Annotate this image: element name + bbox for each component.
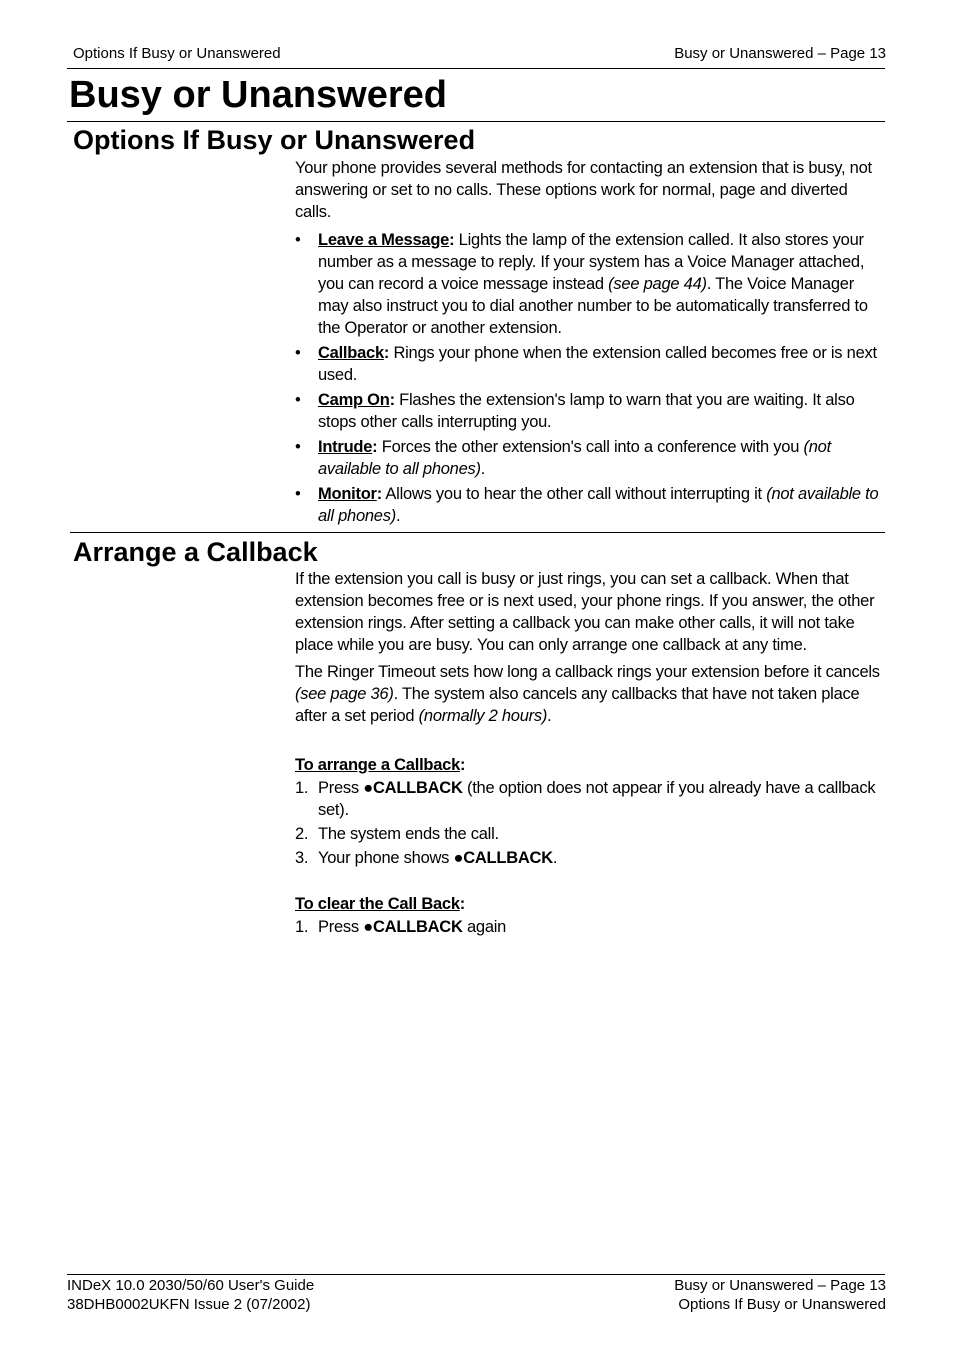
title-rule bbox=[67, 121, 885, 122]
running-header-left: Options If Busy or Unanswered bbox=[73, 45, 281, 62]
list-item bbox=[295, 342, 886, 386]
bullet-text: Rings your phone when the extension called becomes free or is next used. bbox=[318, 344, 877, 384]
list-item bbox=[295, 823, 886, 845]
bullet-note: (not available to all phones) bbox=[318, 485, 879, 525]
step-text: The system ends the call. bbox=[318, 825, 499, 843]
bullet-colon: : bbox=[383, 344, 390, 362]
options-intro: Your phone provides several methods for contacting an extension that is busy, not answering or set to no calls. These options work for normal, page and diverted calls. bbox=[295, 159, 872, 221]
callback-key: ●CALLBACK bbox=[363, 779, 463, 797]
bullet-text-cont: . The Voice Manager may also instruct you to dial another number to be automatically transferred to the Operator or another extension. bbox=[318, 275, 868, 337]
step-text: again bbox=[462, 918, 507, 936]
footer-left bbox=[67, 1276, 314, 1314]
bullet-term: Callback bbox=[318, 344, 384, 362]
page-ref: (see page 36) bbox=[295, 685, 394, 703]
step-number: 2. bbox=[295, 825, 309, 843]
header-rule bbox=[67, 68, 885, 69]
bullet-colon: : bbox=[449, 231, 455, 249]
bullet-colon: : bbox=[389, 391, 395, 409]
bullet-icon: • bbox=[295, 231, 301, 249]
bullet-icon: • bbox=[295, 485, 301, 503]
bullet-ref: (see page 44) bbox=[608, 275, 707, 293]
bullet-term: Intrude bbox=[318, 438, 373, 456]
footer-right bbox=[674, 1276, 886, 1314]
step-number: 3. bbox=[295, 849, 309, 867]
arrange-heading bbox=[295, 754, 895, 776]
footer-page-number: Busy or Unanswered – Page 13 bbox=[674, 1277, 886, 1294]
section-callback-body bbox=[295, 568, 895, 938]
bullet-term: Leave a Message bbox=[318, 231, 450, 249]
arrange-heading-text: To arrange a Callback bbox=[295, 756, 461, 774]
clear-heading bbox=[295, 893, 895, 915]
step-number: 1. bbox=[295, 779, 309, 797]
footer-section: Options If Busy or Unanswered bbox=[678, 1296, 886, 1313]
list-item bbox=[295, 483, 886, 527]
clear-heading-text: To clear the Call Back bbox=[295, 895, 460, 913]
heading-colon: : bbox=[459, 895, 466, 913]
bullet-term: Monitor bbox=[318, 485, 377, 503]
step-text: Your phone shows bbox=[318, 849, 454, 867]
running-header-right: Busy or Unanswered – Page 13 bbox=[674, 45, 886, 62]
bullet-colon: : bbox=[376, 485, 382, 503]
bullet-text: Flashes the extension's lamp to warn that you are waiting. It also stops other calls interrupting you. bbox=[318, 391, 855, 431]
bullet-text: Forces the other extension's call into a conference with you bbox=[377, 438, 804, 456]
bullet-note: (not available to all phones) bbox=[318, 438, 831, 478]
step-text: Press bbox=[318, 918, 364, 936]
bullet-colon: : bbox=[372, 438, 378, 456]
bullet-icon: • bbox=[295, 438, 301, 456]
list-item bbox=[295, 389, 886, 433]
heading-colon: : bbox=[460, 756, 466, 774]
callback-para-1: If the extension you call is busy or just rings, you can set a callback. When that extension becomes free or is next used, your phone rings. If you answer, the other extension rings. After setting a callback you can make other calls, it will not take place while you are busy. You can only arrange one callback at any time. bbox=[295, 570, 875, 654]
callback-para-2 bbox=[295, 661, 880, 727]
callback-key: ●CALLBACK bbox=[363, 918, 463, 936]
section-title-options: Options If Busy or Unanswered bbox=[73, 125, 476, 155]
step-number: 1. bbox=[295, 918, 309, 936]
step-text: (the option does not appear if you already have a callback set). bbox=[318, 779, 876, 819]
callback-key: ●CALLBACK bbox=[453, 849, 553, 867]
list-item bbox=[295, 847, 886, 869]
para-text: The Ringer Timeout sets how long a callback rings your extension before it cancels bbox=[295, 663, 880, 681]
bullet-term: Camp On bbox=[318, 391, 390, 409]
bullet-text-cont: . bbox=[480, 460, 486, 478]
page-title: Busy or Unanswered bbox=[69, 74, 447, 116]
footer-issue: 38DHB0002UKFN Issue 2 (07/2002) bbox=[67, 1296, 311, 1313]
bullet-text: Allows you to hear the other call without interrupting it bbox=[381, 485, 767, 503]
bullet-icon: • bbox=[295, 344, 301, 362]
bullet-text-cont: . bbox=[395, 507, 401, 525]
step-text: . bbox=[552, 849, 558, 867]
footer-rule bbox=[67, 1274, 885, 1275]
para-text: . The system also cancels any callbacks that have not taken place after a set period bbox=[295, 685, 860, 725]
footer-guide-title: INDeX 10.0 2030/50/60 User's Guide bbox=[67, 1277, 315, 1294]
list-item bbox=[295, 436, 886, 480]
para-text: . bbox=[547, 707, 552, 725]
section-title-callback: Arrange a Callback bbox=[73, 537, 318, 567]
list-item bbox=[295, 777, 886, 821]
section-rule bbox=[70, 532, 885, 533]
list-item bbox=[295, 229, 886, 339]
step-text: Press bbox=[318, 779, 364, 797]
bullet-text: Lights the lamp of the extension called. It also stores your number as a message to reply. If your system has a Voice Manager attached, you can record a voice message instead bbox=[318, 231, 865, 293]
list-item bbox=[295, 916, 886, 938]
period-note: (normally 2 hours) bbox=[418, 707, 548, 725]
bullet-icon: • bbox=[295, 391, 301, 409]
section-options-body bbox=[295, 157, 895, 527]
